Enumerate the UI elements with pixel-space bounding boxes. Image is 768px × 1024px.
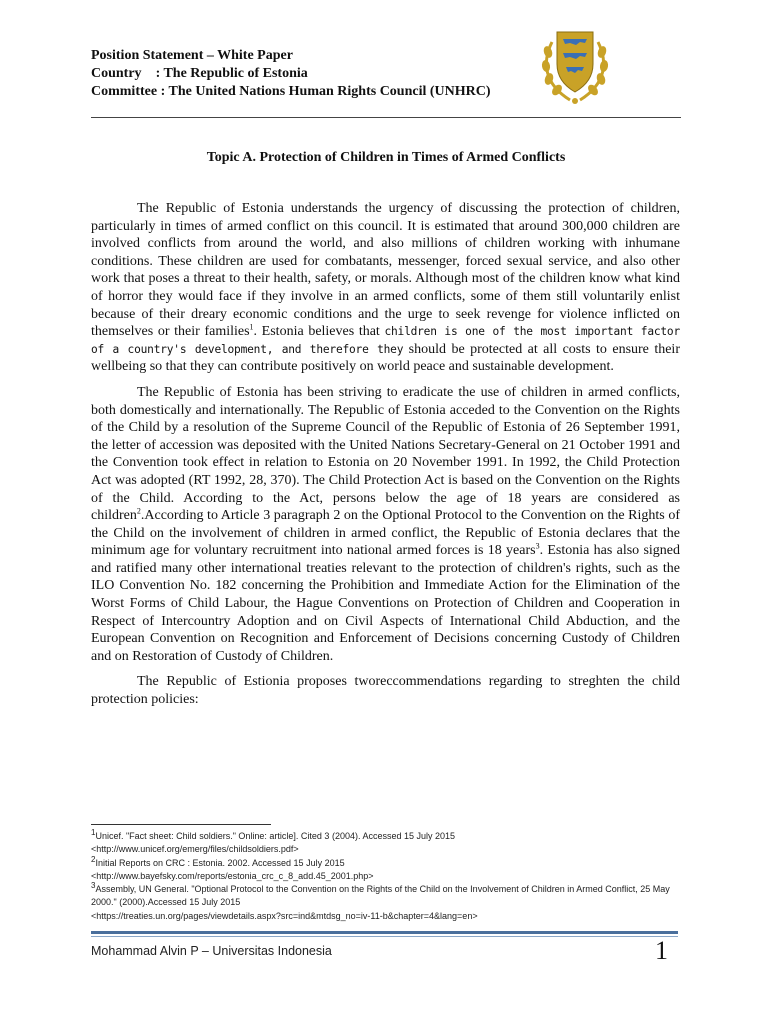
footnotes bbox=[91, 830, 681, 923]
footnote-3-link[interactable]: <https://treaties.un.org/pages/viewdetails.aspx?src=ind&mtdsg_no=iv-11-b&chapter=4&lang=en> bbox=[91, 910, 478, 921]
country-label: Country bbox=[91, 66, 142, 81]
paragraph-3: The Republic of Estionia proposes tworeccommendations regarding to streghten the child protection policies: bbox=[91, 674, 680, 708]
header-title: Position Statement – White Paper bbox=[91, 48, 293, 63]
footer-rule-thin bbox=[91, 936, 678, 937]
footnote-1-link[interactable]: <http://www.unicef.org/emerg/files/childsoldiers.pdf> bbox=[91, 844, 299, 855]
footnote-ref-1[interactable]: 1 bbox=[249, 322, 254, 332]
footnote-3: $^3$Assembly, UN General. "Optional Protocol to the Convention on the Rights of the Child on the Involvement of Children in Armed Conflict, 25 May 2000." (2000).Accessed 15 July 2015 bbox=[91, 881, 670, 908]
body-text bbox=[91, 200, 680, 717]
header-committee bbox=[91, 83, 491, 101]
header-rule bbox=[91, 117, 681, 118]
document-header bbox=[91, 47, 491, 101]
paragraph-1: The Republic of Estonia understands the urgency of discussing the protection of children, particularly in times of armed conflict on this council. It is estimated that around 300,000 children are involved conflicts from around the world, and also millions of children working with inhumane conditions. These children are used for combatants, messenger, forced sexual service, and also other work that poses a threat to their health, safety, or morals. Although most of the children know what kind of horror they would face if they involve in an armed conflicts, some of them still voluntarily enlist because of their dreary economic conditions and the urge to seek revenge for violence inflicted on themselves or their families$^1$. Estonia believes that children is one of the most important factor of a country's development, and therefore they should be protected at all costs to ensure their wellbeing so that they can contribute positively on world peace and sustainable development. bbox=[91, 201, 681, 375]
page-number: 1 bbox=[655, 936, 668, 965]
committee-value: : The United Nations Human Rights Council (UNHRC) bbox=[160, 84, 491, 99]
paragraph-2: The Republic of Estonia has been striving to eradicate the use of children in armed conflicts, both domestically and internationally. The Republic of Estonia acceded to the Convention on the Rights of the Child by a resolution of the Supreme Council of the Republic of Estonia of 26 September 1991, the letter of accession was deposited with the United Nations Secretary-General on 21 October 1991 and the Convention took effect in relation to Estonia on 20 November 1991. In 1992, the Child Protection Act was adopted (RT 1992, 28, 370). The Child Protection Act is based on the Convention on the Rights of the Child. According to the Act, persons below the age of 18 years are considered as children$^2$.According to Article 3 paragraph 2 on the Optional Protocol to the Convention on the Rights of the Child on the involvement of children in armed conflict, the Republic of Estonia declares that the minimum age for voluntary recruitment into national armed forces is 18 years$^3$. Estonia has also signed and ratified many other international treaties relevant to the protection of children's rights, such as the ILO Convention No. 182 concerning the Prohibition and Immediate Action for the Elimination of the Worst Forms of Child Labour, the Hague Conventions on Protection of Children and Cooperation in Respect of Intercountry Adoption and on Civil Aspects of International Child Abduction, and the European Convention on Recognition and Enforcement of Decisions concerning Custody of Children and on Restoration of Custody of Children. bbox=[91, 384, 681, 664]
topic-heading: Topic A. Protection of Children in Times of Armed Conflicts bbox=[206, 150, 566, 165]
estonia-coat-of-arms-icon bbox=[540, 22, 610, 106]
committee-label: Committee bbox=[91, 84, 158, 99]
footer-author: Mohammad Alvin P – Universitas Indonesia bbox=[91, 944, 332, 958]
footnote-2-link[interactable]: <http://www.bayefsky.com/reports/estonia_crc_c_8_add.45_2001.php> bbox=[91, 870, 374, 881]
footnote-2: $^2$Initial Reports on CRC : Estonia. 2002. Accessed 15 July 2015 bbox=[91, 854, 345, 868]
footnote-ref-3[interactable]: 3 bbox=[535, 541, 540, 551]
country-value: : The Republic of Estonia bbox=[155, 66, 308, 81]
footnote-separator bbox=[91, 824, 271, 825]
footer-rule bbox=[91, 931, 678, 934]
header-country bbox=[91, 65, 491, 83]
footnote-1: $^1$Unicef. "Fact sheet: Child soldiers." Online: article]. Cited 3 (2004). Accessed 15 July 2015 bbox=[91, 828, 456, 841]
footnote-ref-2[interactable]: 2 bbox=[136, 506, 141, 516]
